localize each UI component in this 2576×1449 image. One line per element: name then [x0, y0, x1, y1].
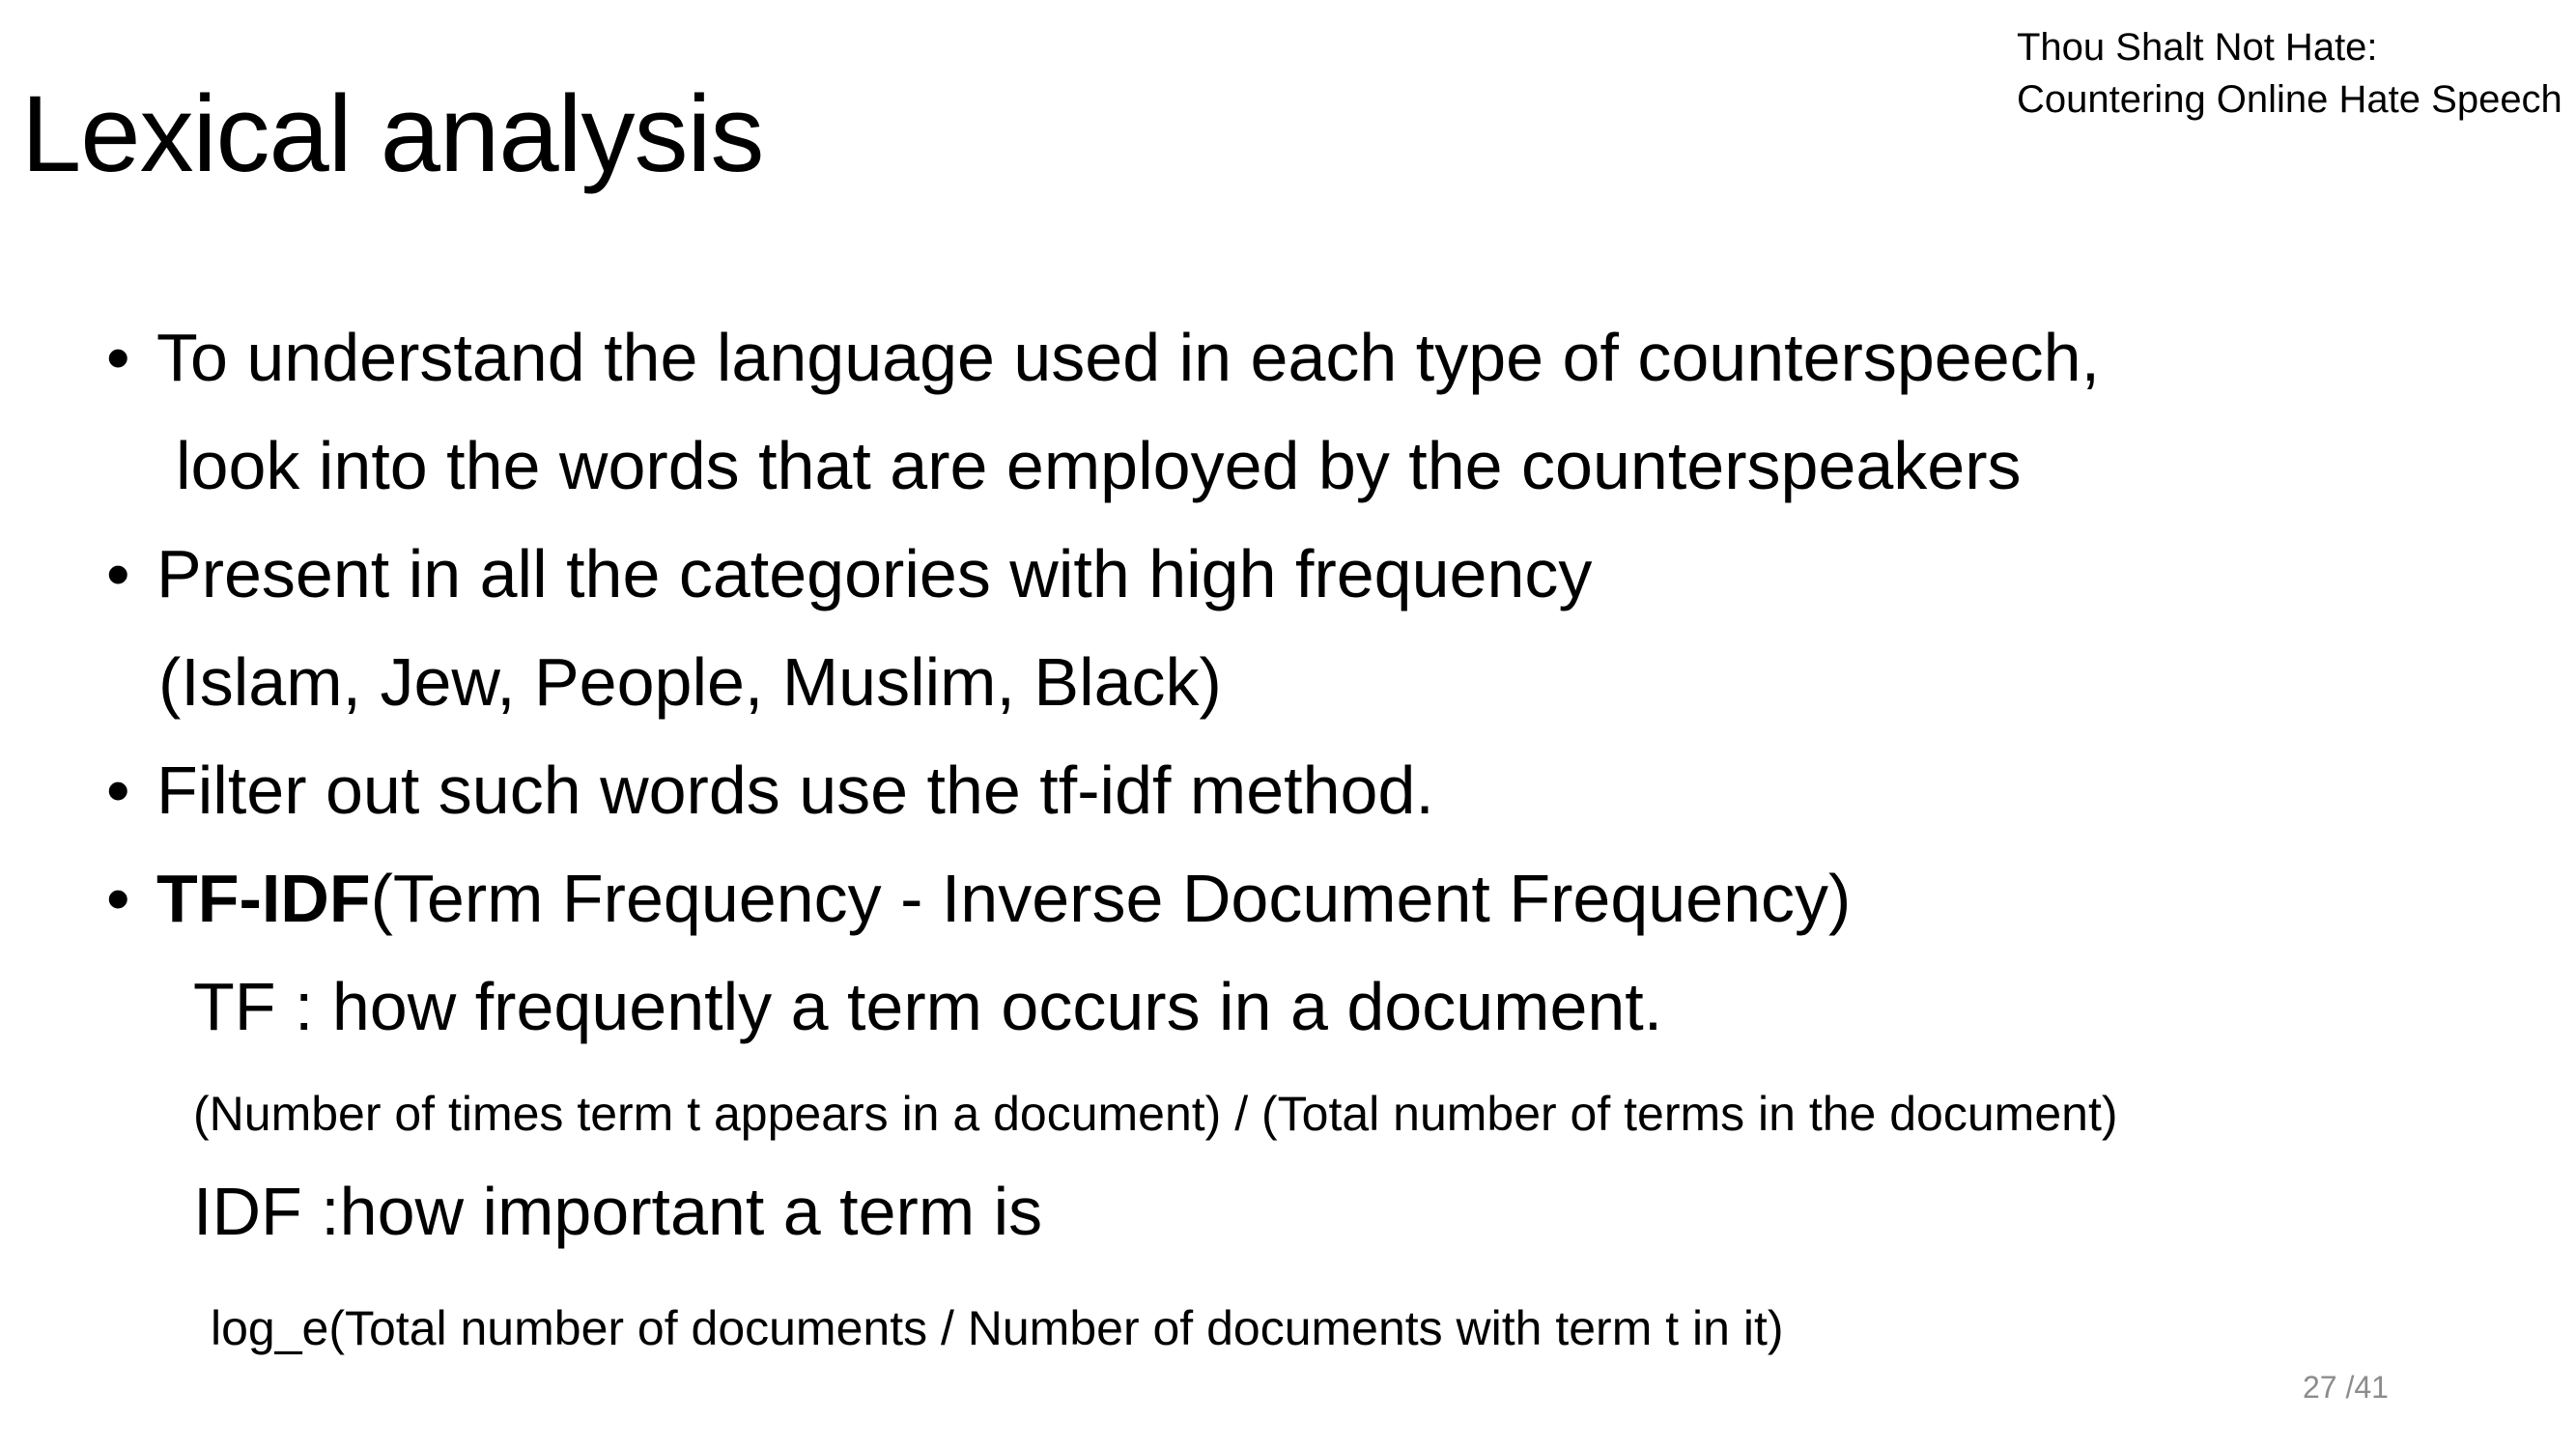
header-line-2: Countering Online Hate Speech	[2017, 78, 2562, 121]
page-number: 27 /41	[2303, 1370, 2389, 1405]
bullet-2-line-2: (Islam, Jew, People, Muslim, Black)	[158, 644, 1222, 720]
header-caption	[2017, 21, 2562, 126]
tfidf-bold-term: TF-IDF	[156, 861, 371, 936]
idf-definition: IDF :how important a term is	[193, 1174, 1043, 1249]
header-line-1: Thou Shalt Not Hate:	[2017, 26, 2378, 69]
tfidf-expansion: (Term Frequency - Inverse Document Frequency)	[370, 861, 1852, 936]
bullet-1-line-2: look into the words that are employed by the counterspeakers	[176, 428, 2022, 503]
tf-definition: TF : how frequently a term occurs in a document.	[193, 969, 1663, 1044]
bullet-2-line-1: Present in all the categories with high frequency	[156, 536, 1593, 611]
bullet-marker-1: •	[106, 320, 130, 395]
bullet-marker-2: •	[106, 536, 130, 611]
bullet-3-line-1: Filter out such words use the tf-idf method.	[156, 753, 1434, 828]
idf-formula: log_e(Total number of documents / Number of documents with term t in it)	[211, 1301, 1784, 1355]
bullet-1-line-1: To understand the language used in each type of counterspeech,	[156, 320, 2101, 395]
tf-formula: (Number of times term t appears in a document) / (Total number of terms in the document)	[193, 1087, 2118, 1141]
bullet-4-line-1	[156, 858, 1851, 939]
bullet-marker-3: •	[106, 753, 130, 828]
bullet-marker-4: •	[106, 861, 130, 936]
slide-title: Lexical analysis	[21, 73, 764, 194]
